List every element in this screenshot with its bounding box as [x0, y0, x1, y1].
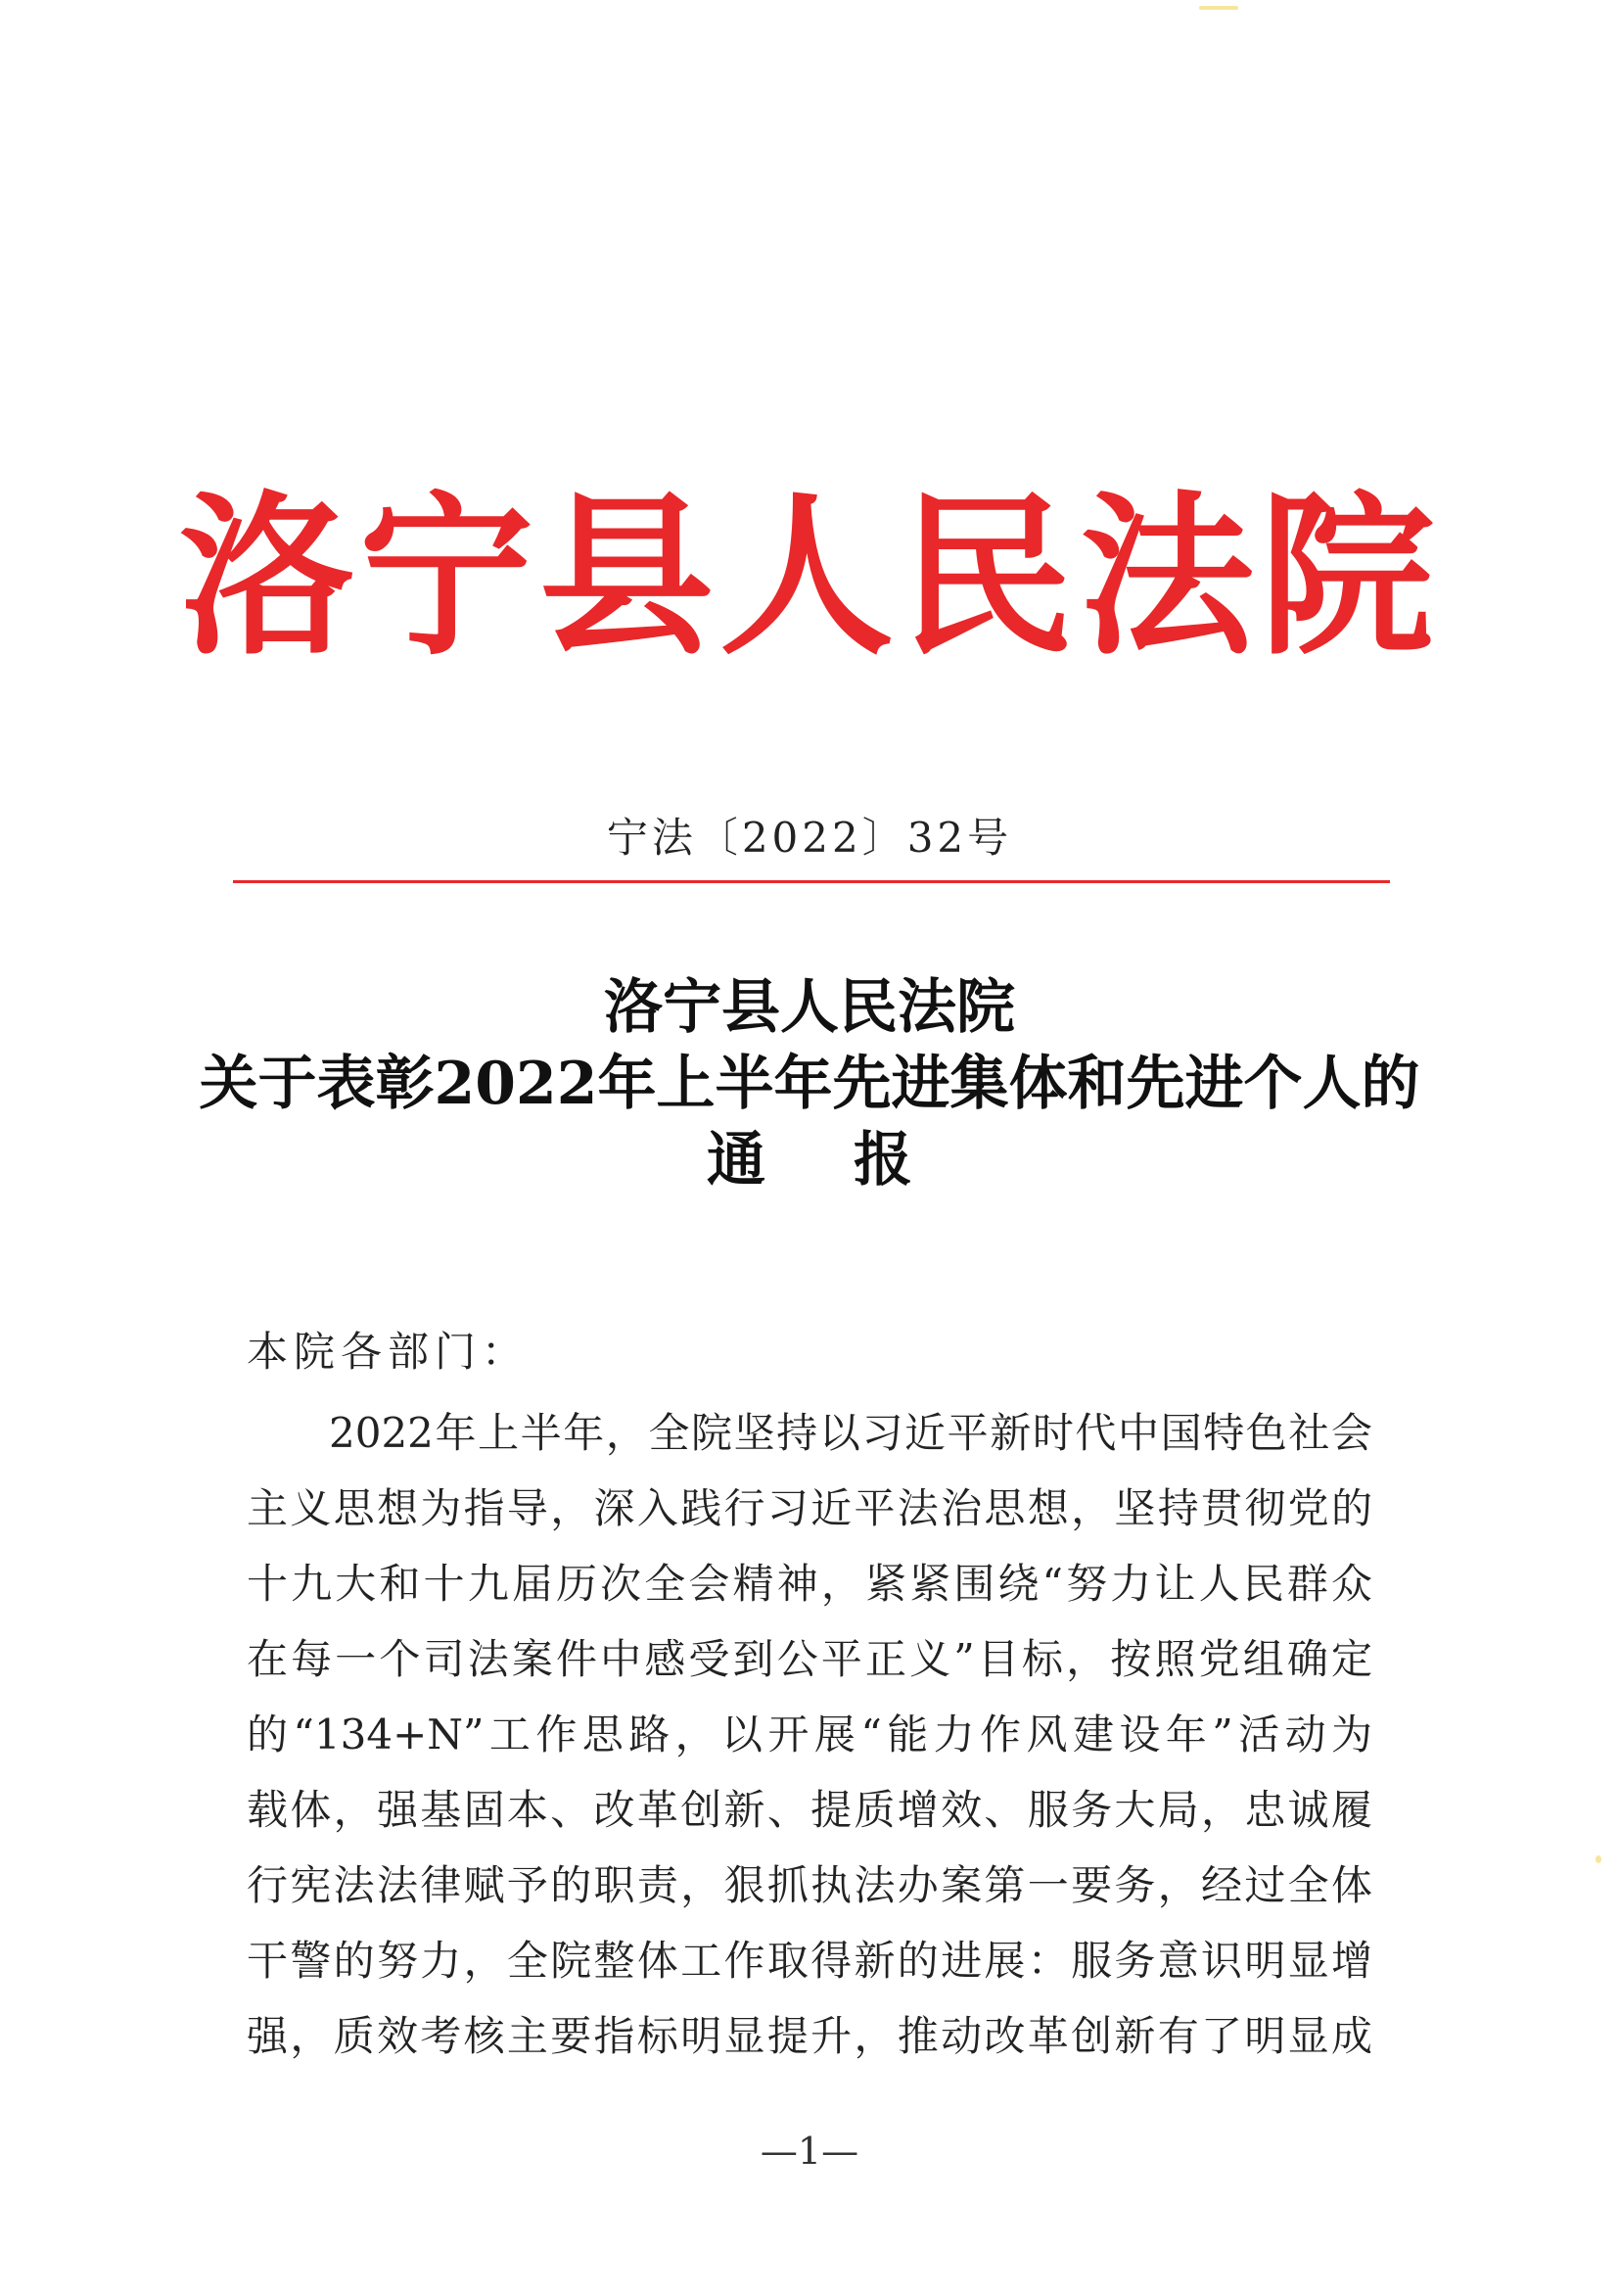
scan-speck: [1596, 1855, 1601, 1863]
scan-speck: [1199, 6, 1238, 10]
document-title: [0, 969, 1619, 1198]
body-line: 主义思想为指导，深入践行习近平法治思想，坚持贯彻党的: [247, 1484, 1372, 1532]
org-red-header: 洛宁县人民法院: [179, 474, 1440, 679]
body-line: 强，质效考核主要指标明显提升，推动改革创新有了明显成: [247, 2012, 1372, 2060]
body-line: 十九大和十九届历次全会精神，紧紧围绕“努力让人民群众: [247, 1560, 1372, 1608]
page-number: —1—: [760, 2130, 859, 2173]
salutation: 本院各部门：: [247, 1328, 530, 1376]
body-line: 载体，强基固本、改革创新、提质增效、服务大局，忠诚履: [247, 1786, 1372, 1834]
body-line: 在每一个司法案件中感受到公平正义”目标，按照党组确定: [247, 1635, 1372, 1683]
body-line: 2022年上半年，全院坚持以习近平新时代中国特色社会: [329, 1409, 1372, 1457]
body-line: 行宪法法律赋予的职责，狠抓执法办案第一要务，经过全体: [247, 1861, 1372, 1909]
title-line-2: 关于表彰2022年上半年先进集体和先进个人的: [199, 1050, 1420, 1118]
document-number: 宁法〔2022〕32号: [606, 814, 1013, 862]
title-line-3: 通报: [707, 1126, 1000, 1195]
body-line: 的“134+N”工作思路，以开展“能力作风建设年”活动为: [247, 1710, 1372, 1758]
title-line-1: 洛宁县人民法院: [604, 973, 1015, 1042]
red-divider-line: [233, 880, 1390, 883]
body-line: 干警的努力，全院整体工作取得新的进展：服务意识明显增: [247, 1937, 1372, 1985]
body-paragraph: [247, 1395, 1372, 2074]
